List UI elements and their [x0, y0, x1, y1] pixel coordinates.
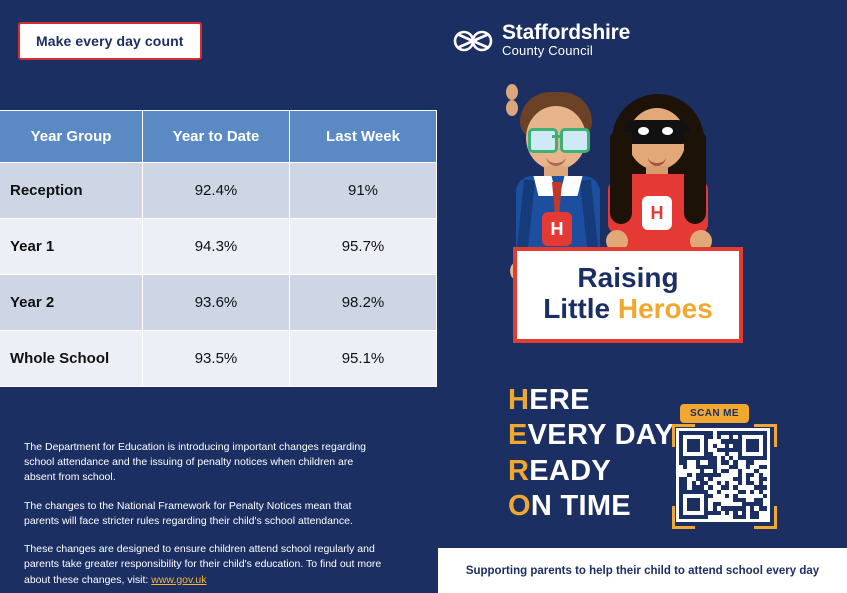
acrostic-line-on-time	[508, 489, 674, 524]
title-line-2-accent: Heroes	[617, 292, 713, 324]
council-logo-text	[502, 22, 630, 58]
table-row	[0, 331, 437, 387]
title-line-1: Raising	[577, 262, 679, 293]
header-year-group: Year Group	[0, 111, 143, 163]
council-name-line2: County Council	[502, 43, 593, 59]
gov-uk-link[interactable]: www.gov.uk	[151, 573, 207, 586]
cell-last-week: 91%	[290, 163, 437, 219]
acrostic-word-on-time: N TIME	[530, 490, 631, 523]
girl-eye-right	[662, 127, 673, 135]
paragraph-3	[24, 542, 384, 588]
paragraph-1: The Department for Education is introducing important changes regarding school attendance and the issuing of penalty notices when children are absent from school.	[24, 441, 367, 484]
acrostic-word-here: ERE	[529, 384, 590, 416]
make-every-day-count-badge	[18, 22, 202, 60]
title-line-2-plain: Little	[543, 292, 618, 324]
acrostic-letter-e: E	[508, 419, 528, 452]
acrostic-word-every-day: VERY DAY	[527, 419, 675, 452]
attendance-table	[0, 110, 437, 387]
boy-hero-emblem: H	[542, 212, 572, 246]
cell-last-week: 95.7%	[290, 219, 437, 275]
footer-bar	[438, 548, 847, 593]
cell-year-to-date: 92.4%	[143, 163, 290, 219]
acrostic-line-here	[508, 383, 674, 418]
title-line-2	[525, 294, 731, 325]
table-row	[0, 275, 437, 331]
header-last-week: Last Week	[290, 111, 437, 163]
header-year-to-date: Year to Date	[143, 111, 290, 163]
cell-year-to-date: 94.3%	[143, 219, 290, 275]
cell-year-group: Whole School	[0, 331, 143, 387]
boy-glasses-bridge	[552, 135, 560, 138]
acrostic-line-every-day	[508, 418, 674, 453]
cell-year-group: Year 2	[0, 275, 143, 331]
cell-last-week: 98.2%	[290, 275, 437, 331]
table-row	[0, 219, 437, 275]
paragraph-2: The changes to the National Framework for Penalty Notices mean that parents will face stricter rules regarding their child's school attendance.	[24, 499, 353, 527]
girl-hero-emblem: H	[642, 196, 672, 230]
girl-hair-right	[684, 132, 706, 224]
girl-eye-left	[638, 127, 649, 135]
qr-code-icon[interactable]	[676, 428, 770, 522]
information-text-block	[24, 440, 384, 588]
council-logo	[452, 22, 630, 58]
badge-label: Make every day count	[36, 33, 184, 49]
acrostic-letter-o: O	[508, 490, 531, 523]
scan-me-label: SCAN ME	[680, 404, 749, 423]
boy-glasses-left	[528, 128, 558, 153]
council-name-line1: Staffordshire	[502, 21, 631, 44]
acrostic-letter-r: R	[508, 454, 530, 487]
table-row	[0, 163, 437, 219]
qr-code-grid	[679, 431, 767, 519]
acrostic-letter-h: H	[508, 384, 530, 416]
cell-last-week: 95.1%	[290, 331, 437, 387]
girl-mask	[624, 120, 690, 144]
footer-text: Supporting parents to help their child to attend school every day	[465, 564, 820, 577]
table-header-row	[0, 111, 437, 163]
staffordshire-knot-icon	[452, 25, 494, 57]
hero-acrostic	[508, 383, 674, 525]
cell-year-to-date: 93.5%	[143, 331, 290, 387]
cell-year-group: Year 1	[0, 219, 143, 275]
acrostic-word-ready: EADY	[529, 454, 612, 487]
boy-glasses-right	[560, 128, 590, 153]
acrostic-line-ready	[508, 454, 674, 489]
paragraph-3-text: These changes are designed to ensure children attend school regularly and parents take greater responsibility for their child's education. To find out more about these changes, visit:	[24, 543, 382, 586]
boy-ear-left	[506, 84, 518, 100]
attendance-table-container	[0, 110, 428, 387]
boy-ear-right	[506, 100, 518, 116]
raising-little-heroes-panel	[513, 247, 743, 343]
cell-year-group: Reception	[0, 163, 143, 219]
cell-year-to-date: 93.6%	[143, 275, 290, 331]
girl-hair-left	[610, 132, 632, 224]
